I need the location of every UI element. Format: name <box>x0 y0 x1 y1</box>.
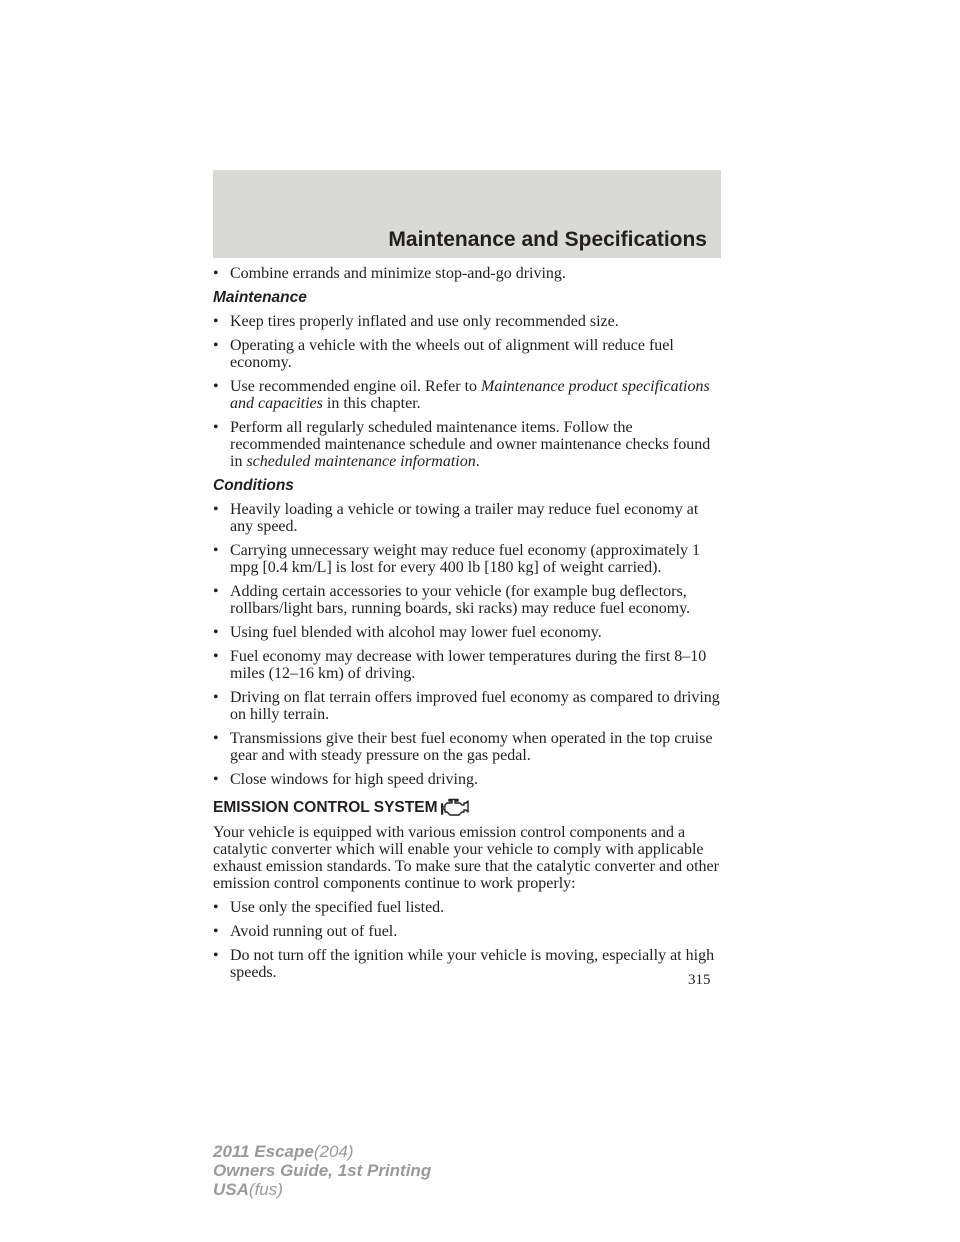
bullet-marker: • <box>213 899 219 916</box>
bullet-text: Transmissions give their best fuel economy when operated in the top cruise gear and with steady pressure on the gas pedal. <box>230 730 713 764</box>
list-item <box>213 648 723 682</box>
bullet-text: Carrying unnecessary weight may reduce fuel economy (approximately 1 mpg [0.4 km/L] is lost for every 400 lb [180 kg] of weight carried). <box>230 542 701 576</box>
bullet-marker: • <box>213 624 219 641</box>
section-header-band <box>213 170 721 258</box>
bullet-text: Combine errands and minimize stop-and-go driving. <box>230 265 566 282</box>
list-item <box>213 542 723 576</box>
bullet-text: Do not turn off the ignition while your vehicle is moving, especially at high speeds. <box>230 947 715 981</box>
bullet-text: Fuel economy may decrease with lower temperatures during the first 8–10 miles (12–16 km) of driving. <box>230 648 707 682</box>
bullet-marker: • <box>213 313 219 330</box>
footer-line: Owners Guide, 1st Printing <box>213 1161 432 1180</box>
footer-model: 2011 Escape <box>213 1142 314 1161</box>
bullet-text <box>230 419 710 470</box>
conditions-heading: Conditions <box>213 477 294 494</box>
section-title: Maintenance and Specifications <box>388 228 707 251</box>
bullet-marker: • <box>213 337 219 354</box>
text-run: Use recommended engine oil. Refer to <box>230 378 482 395</box>
bullet-marker: • <box>213 648 219 665</box>
text-run: in this chapter. <box>322 395 421 412</box>
footer-code: (fus) <box>248 1180 283 1199</box>
list-item <box>213 947 723 981</box>
list-item <box>213 923 723 940</box>
bullet-marker: • <box>213 689 219 706</box>
list-item <box>213 583 723 617</box>
list-item <box>213 624 723 641</box>
engine-icon <box>441 798 471 818</box>
footer-line <box>213 1180 431 1199</box>
list-item <box>213 771 723 788</box>
list-item <box>213 899 723 916</box>
footer-market: USA <box>213 1180 249 1199</box>
list-item <box>213 419 723 470</box>
bullet-text: Adding certain accessories to your vehicle (for example bug deflectors, rollbars/light bars, running boards, ski racks) may reduce fuel economy. <box>230 583 691 617</box>
cross-reference: scheduled maintenance information <box>246 453 476 470</box>
footer-imprint <box>213 1142 431 1199</box>
bullet-marker: • <box>213 583 219 600</box>
list-item <box>213 689 723 723</box>
bullet-marker: • <box>213 501 219 518</box>
maintenance-heading: Maintenance <box>213 289 307 306</box>
list-item <box>213 337 723 371</box>
list-item <box>213 730 723 764</box>
bullet-marker: • <box>213 542 219 559</box>
bullet-text: Operating a vehicle with the wheels out of alignment will reduce fuel economy. <box>230 337 674 371</box>
bullet-marker: • <box>213 265 219 282</box>
bullet-marker: • <box>213 378 219 395</box>
emission-heading <box>213 798 723 818</box>
bullet-text: Avoid running out of fuel. <box>230 923 398 940</box>
text-run: . <box>475 453 480 470</box>
bullet-text: Heavily loading a vehicle or towing a trailer may reduce fuel economy at any speed. <box>230 501 699 535</box>
bullet-marker: • <box>213 923 219 940</box>
bullet-marker: • <box>213 947 219 964</box>
footer-line <box>213 1142 431 1161</box>
bullet-text: Use only the specified fuel listed. <box>230 899 445 916</box>
list-item <box>213 501 723 535</box>
bullet-text <box>230 378 710 412</box>
page-content <box>213 265 723 988</box>
emission-paragraph: Your vehicle is equipped with various emission control components and a catalytic converter which will enable your vehicle to comply with applicable exhaust emission standards. To make sure that the catalytic converter and other emission control components continue to work properly: <box>213 824 719 892</box>
bullet-marker: • <box>213 730 219 747</box>
emission-heading-text: EMISSION CONTROL SYSTEM <box>213 799 438 816</box>
bullet-text: Close windows for high speed driving. <box>230 771 478 788</box>
page-number: 315 <box>688 972 711 988</box>
list-item <box>213 378 723 412</box>
bullet-marker: • <box>213 419 219 436</box>
list-item <box>213 313 723 330</box>
bullet-marker: • <box>213 771 219 788</box>
bullet-text: Driving on flat terrain offers improved fuel economy as compared to driving on hilly terrain. <box>230 689 720 723</box>
footer-code: (204) <box>313 1142 354 1161</box>
bullet-text: Using fuel blended with alcohol may lower fuel economy. <box>230 624 602 641</box>
list-item <box>213 265 723 282</box>
cross-reference: Maintenance product specifications and capacities <box>230 378 710 412</box>
bullet-text: Keep tires properly inflated and use only recommended size. <box>230 313 619 330</box>
text-run: Perform all regularly scheduled maintenance items. Follow the recommended maintenance schedule and owner maintenance checks found in <box>230 419 711 470</box>
